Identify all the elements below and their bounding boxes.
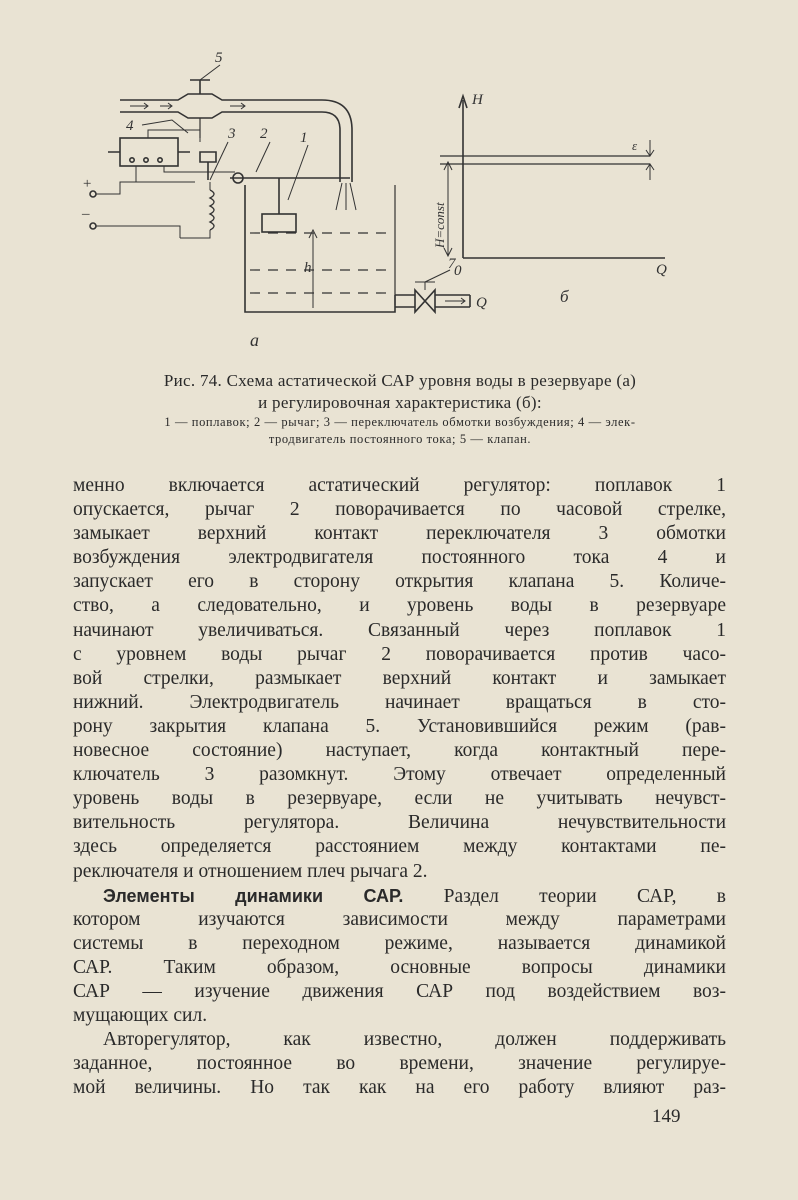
text-line: нижний. Электродвигатель начинает вращаться в сто-	[73, 691, 726, 713]
figure-legend	[70, 414, 730, 448]
text-line: вительность регулятора. Величина нечувствительности	[73, 812, 726, 834]
text-line: САР — изучение движения САР под воздействием воз-	[73, 980, 726, 1002]
text-line: возбуждения электродвигателя постоянного тока 4 и	[73, 547, 726, 569]
figure-74	[60, 50, 750, 360]
label-2: 2	[260, 126, 268, 142]
legend-line-2: тродвигатель постоянного тока; 5 — клапан.	[268, 432, 532, 446]
label-plus: +	[82, 176, 93, 192]
diagram-a	[90, 65, 470, 312]
paragraph-1	[73, 474, 726, 884]
label-minus: –	[82, 206, 90, 222]
label-7: 7	[448, 256, 456, 272]
label-h: h	[304, 260, 312, 276]
text-line: новесное состояние) наступает, когда контактный пере-	[73, 740, 726, 762]
text-line: заданное, постоянное во времени, значение регулируе-	[73, 1053, 726, 1075]
text-line: системы в переходном режиме, называется динамикой	[73, 932, 726, 954]
text-line: здесь определяется расстоянием между контактами пе-	[73, 836, 726, 858]
characteristic-b	[440, 96, 665, 258]
text-line: САР. Таким образом, основные вопросы динамики	[73, 956, 726, 978]
label-a: а	[250, 330, 259, 350]
label-5: 5	[215, 50, 223, 66]
text-line: Авторегулятор, как известно, должен поддерживать	[103, 1029, 726, 1051]
caption-line-1: Рис. 74. Схема астатической САР уровня воды в резервуаре (а)	[163, 371, 637, 390]
text-line: менно включается астатический регулятор: поплавок 1	[73, 475, 726, 496]
label-b: б	[560, 287, 569, 306]
text-fragment: Раздел теории САР, в	[443, 885, 726, 907]
axis-h-label: H	[472, 92, 483, 108]
text-line	[73, 884, 726, 908]
text-line: начинают увеличиваться. Связанный через поплавок 1	[73, 619, 726, 641]
h-const-label: H=const	[432, 202, 447, 248]
text-line: реключателя и отношением плеч рычага 2.	[73, 860, 428, 882]
section-heading: Элементы динамики САР.	[103, 885, 404, 906]
label-3: 3	[228, 126, 236, 142]
text-line: с уровнем воды рычаг 2 поворачивается против часо-	[73, 643, 726, 665]
epsilon-label: ε	[632, 138, 638, 153]
body-text	[73, 474, 726, 1100]
legend-line-1: 1 — поплавок; 2 — рычаг; 3 — переключатель обмотки возбуждения; 4 — элек-	[164, 415, 636, 429]
text-line: ключатель 3 разомкнут. Этому отвечает определенный	[73, 764, 726, 786]
label-q-pipe: Q	[476, 295, 487, 311]
text-line: уровень воды в резервуаре, если не учитывать нечувст-	[73, 788, 726, 810]
paragraph-2	[73, 884, 726, 1029]
text-line: опускается, рычаг 2 поворачивается по часовой стрелке,	[73, 499, 726, 521]
text-line: мущающих сил.	[73, 1005, 208, 1027]
text-line: запускает его в сторону открытия клапана 5. Количе-	[73, 571, 726, 593]
origin-label: 0	[454, 263, 462, 279]
text-line: вой стрелки, размыкает верхний контакт и замыкает	[73, 667, 726, 689]
page-number: 149	[652, 1106, 681, 1127]
axis-q-label: Q	[656, 262, 667, 278]
text-line: котором изучаются зависимости между параметрами	[73, 908, 726, 930]
text-line: мой величины. Но так как на его работу влияют раз-	[73, 1077, 726, 1099]
label-4: 4	[126, 118, 134, 134]
text-line: ство, а следовательно, и уровень воды в резервуаре	[73, 595, 726, 617]
figure-caption	[70, 370, 730, 414]
paragraph-3	[73, 1028, 726, 1100]
text-line: рону закрытия клапана 5. Установившийся режим (рав-	[73, 715, 726, 737]
caption-line-2: и регулировочная характеристика (б):	[258, 393, 542, 412]
label-1: 1	[300, 130, 308, 146]
text-line: замыкает верхний контакт переключателя 3 обмотки	[73, 523, 726, 545]
